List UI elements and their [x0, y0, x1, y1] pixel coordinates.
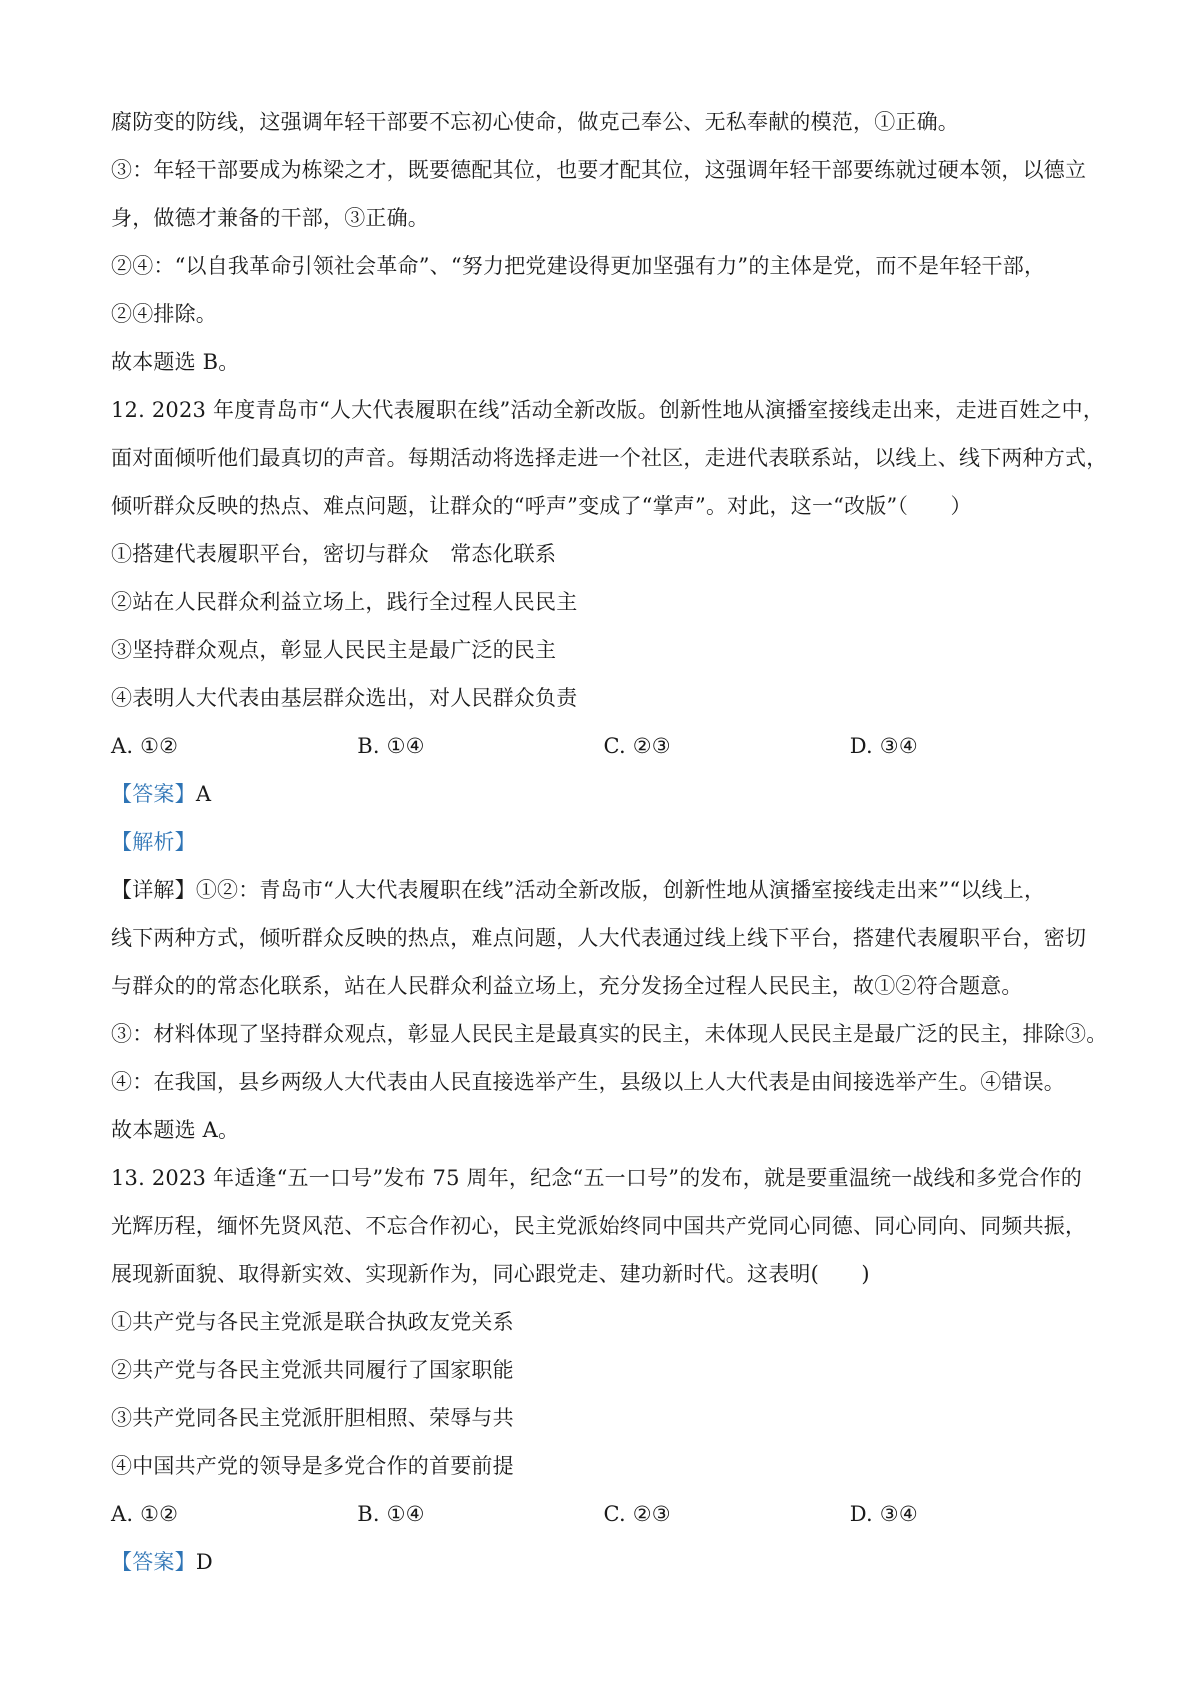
answer-value: D — [195, 1550, 213, 1574]
question-12-statement-3: ③坚持群众观点，彰显人民民主是最广泛的民主 — [111, 638, 557, 662]
analysis-tag: 【解析】 — [111, 830, 196, 854]
question-13-answer — [111, 1538, 1096, 1586]
paragraph-line: ③：年轻干部要成为栋梁之才，既要德配其位，也要才配其位，这强调年轻干部要练就过硬本领，以德立 — [111, 158, 1087, 182]
question-13-statement-3: ③共产党同各民主党派肝胆相照、荣辱与共 — [111, 1406, 514, 1430]
detail-tag: 【详解】 — [111, 878, 196, 902]
question-13-options — [111, 1490, 1096, 1538]
paragraph-line: ④：在我国，县乡两级人大代表由人民直接选举产生，县级以上人大代表是由间接选举产生。④错误。 — [111, 1070, 1065, 1094]
option-c: C. ②③ — [603, 734, 671, 758]
question-12-statement-1: ①搭建代表履职平台，密切与群众 常态化联系 — [111, 542, 557, 566]
option-c: C. ②③ — [603, 1502, 671, 1526]
option-a: A. ①② — [111, 1502, 179, 1526]
paragraph-line: ②④：“以自我革命引领社会革命”、“努力把党建设得更加坚强有力”的主体是党，而不是年轻干部， — [111, 254, 1046, 278]
question-13-statement-1: ①共产党与各民主党派是联合执政友党关系 — [111, 1310, 514, 1334]
question-12-options — [111, 722, 1096, 770]
paragraph-line: 腐防变的防线，这强调年轻干部要不忘初心使命，做克己奉公、无私奉献的模范，①正确。 — [111, 110, 959, 134]
question-13-statement-2: ②共产党与各民主党派共同履行了国家职能 — [111, 1358, 514, 1382]
option-d: D. ③④ — [849, 1502, 918, 1526]
answer-tag: 【答案】 — [111, 782, 196, 806]
conclusion-line: 故本题选 B。 — [111, 350, 240, 374]
question-12-answer — [111, 770, 1096, 818]
document-page — [111, 98, 1108, 1586]
answer-tag: 【答案】 — [111, 1550, 196, 1574]
question-13-stem: 光辉历程，缅怀先贤风范、不忘合作初心，民主党派始终同中国共产党同心同德、同心同向、同频共振， — [111, 1214, 1087, 1238]
option-b: B. ①④ — [357, 1502, 425, 1526]
question-12-stem: 12. 2023 年度青岛市“人大代表履职在线”活动全新改版。创新性地从演播室接线走出来，走进百姓之中， — [111, 398, 1105, 422]
conclusion-line: 故本题选 A。 — [111, 1118, 240, 1142]
question-12-statement-2: ②站在人民群众利益立场上，践行全过程人民民主 — [111, 590, 578, 614]
option-a: A. ①② — [111, 734, 179, 758]
paragraph-line: 身，做德才兼备的干部，③正确。 — [111, 206, 429, 230]
question-12-stem: 面对面倾听他们最真切的声音。每期活动将选择走进一个社区，走进代表联系站，以线上、线下两种方式， — [111, 446, 1108, 470]
detail-text: ①②：青岛市“人大代表履职在线”活动全新改版，创新性地从演播室接线走出来”“以线上， — [195, 878, 1046, 902]
question-12-detail — [111, 866, 1096, 914]
paragraph-line: ③：材料体现了坚持群众观点，彰显人民民主是最真实的民主，未体现人民民主是最广泛的民主，排除③。 — [111, 1022, 1108, 1046]
paragraph-line: 与群众的的常态化联系，站在人民群众利益立场上，充分发扬全过程人民民主，故①②符合题意。 — [111, 974, 1023, 998]
paragraph-line: ②④排除。 — [111, 302, 217, 326]
question-12-stem: 倾听群众反映的热点、难点问题，让群众的“呼声”变成了“掌声”。对此，这一“改版”（ ） — [111, 494, 972, 518]
option-b: B. ①④ — [357, 734, 425, 758]
question-13-stem: 13. 2023 年适逢“五一口号”发布 75 周年，纪念“五一口号”的发布，就是要重温统一战线和多党合作的 — [111, 1166, 1083, 1190]
answer-value: A — [195, 782, 212, 806]
question-12-analysis — [111, 818, 1096, 866]
paragraph-line: 线下两种方式，倾听群众反映的热点，难点问题，人大代表通过线上线下平台，搭建代表履职平台，密切 — [111, 926, 1087, 950]
question-12-statement-4: ④表明人大代表由基层群众选出，对人民群众负责 — [111, 686, 578, 710]
question-13-stem: 展现新面貌、取得新实效、实现新作为，同心跟党走、建功新时代。这表明( ) — [111, 1262, 870, 1286]
question-13-statement-4: ④中国共产党的领导是多党合作的首要前提 — [111, 1454, 514, 1478]
option-d: D. ③④ — [849, 734, 918, 758]
